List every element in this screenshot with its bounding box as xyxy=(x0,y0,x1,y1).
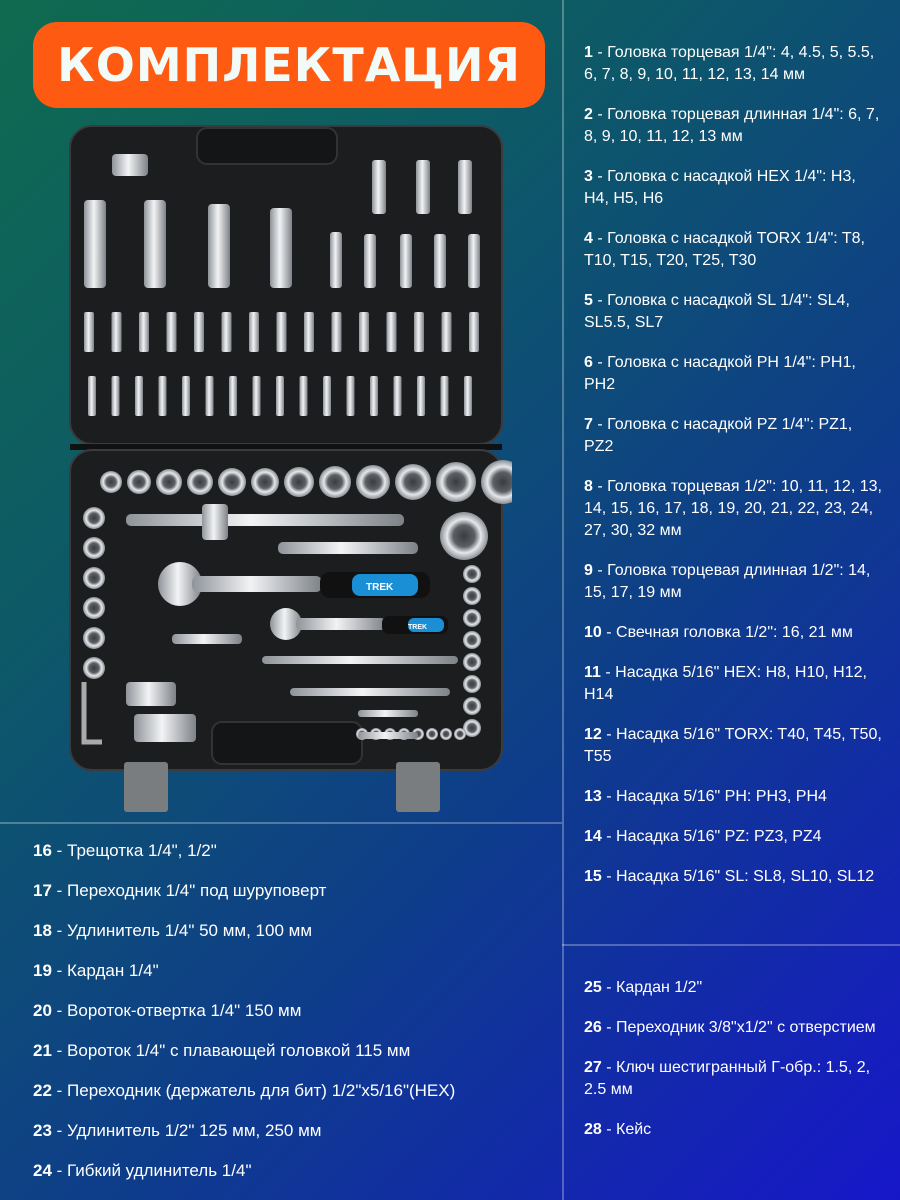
socket xyxy=(83,657,105,679)
list-item xyxy=(584,476,884,542)
list-item xyxy=(584,1017,884,1039)
horizontal-divider-right xyxy=(562,944,900,946)
socket xyxy=(463,675,481,693)
bit-socket xyxy=(167,312,177,352)
item-number: 13 xyxy=(584,788,602,805)
item-number: 26 xyxy=(584,1019,602,1036)
page-title: КОМПЛЕКТАЦИЯ xyxy=(57,38,521,92)
bit xyxy=(323,376,331,416)
brand-logo-small: TREK xyxy=(408,624,428,631)
bit xyxy=(347,376,355,416)
socket xyxy=(463,565,481,583)
bit xyxy=(417,376,425,416)
bit xyxy=(253,376,261,416)
socket xyxy=(83,507,105,529)
item-number: 10 xyxy=(584,624,602,641)
tool-case-illustration xyxy=(62,122,512,818)
bit-socket xyxy=(332,312,342,352)
item-text: - Насадка 5/16" PH: PH3, PH4 xyxy=(601,788,827,805)
item-text: - Головка торцевая 1/2": 10, 11, 12, 13, 14, 15, 16, 17, 18, 19, 20, 21, 22, 23, 24, 27, 30, 32 мм xyxy=(584,478,882,539)
extension-bar xyxy=(278,542,418,554)
socket xyxy=(440,728,452,740)
bit-socket xyxy=(359,312,369,352)
t-handle-bar xyxy=(126,514,404,526)
socket xyxy=(463,587,481,605)
list-item xyxy=(584,352,884,396)
bit xyxy=(112,376,120,416)
components-list-left xyxy=(33,840,558,1200)
list-item xyxy=(584,826,884,848)
list-item xyxy=(584,1119,884,1141)
item-number: 24 xyxy=(33,1161,52,1180)
item-text: - Вороток 1/4" с плавающей головкой 115 мм xyxy=(51,1041,411,1060)
item-number: 8 xyxy=(584,478,593,495)
item-number: 11 xyxy=(584,664,601,681)
item-text: - Ключ шестигранный Г-обр.: 1.5, 2, 2.5 мм xyxy=(584,1059,871,1098)
components-list-right xyxy=(584,42,884,906)
socket xyxy=(187,469,213,495)
socket xyxy=(83,567,105,589)
socket xyxy=(395,464,431,500)
bit xyxy=(159,376,167,416)
socket xyxy=(319,466,351,498)
socket xyxy=(83,537,105,559)
item-number: 15 xyxy=(584,868,602,885)
list-item xyxy=(584,977,884,999)
components-list-right-bottom xyxy=(584,977,884,1159)
item-text: - Переходник 3/8"x1/2" с отверстием xyxy=(601,1019,876,1036)
item-text: - Головка с насадкой SL 1/4": SL4, SL5.5, SL7 xyxy=(584,292,850,331)
item-text: - Головка торцевая длинная 1/2": 14, 15, 17, 19 мм xyxy=(584,562,871,601)
bit-socket xyxy=(442,312,452,352)
list-item xyxy=(33,1000,558,1040)
list-item xyxy=(584,228,884,272)
tool-case-image xyxy=(62,122,512,818)
item-number: 23 xyxy=(33,1121,52,1140)
list-item xyxy=(33,1160,558,1200)
socket xyxy=(463,609,481,627)
socket xyxy=(436,462,476,502)
bit-socket xyxy=(469,312,479,352)
bit xyxy=(276,376,284,416)
item-number: 28 xyxy=(584,1121,602,1138)
item-number: 1 xyxy=(584,44,593,61)
socket xyxy=(463,697,481,715)
bit-socket xyxy=(139,312,149,352)
item-text: - Переходник (держатель для бит) 1/2"x5/16"(HEX) xyxy=(51,1081,456,1100)
bit-socket xyxy=(84,312,94,352)
list-item xyxy=(584,166,884,210)
item-text: - Удлинитель 1/4" 50 мм, 100 мм xyxy=(51,921,313,940)
title-banner xyxy=(33,22,545,108)
item-text: - Кардан 1/4" xyxy=(51,961,159,980)
item-text: - Головка торцевая 1/4": 4, 4.5, 5, 5.5, 6, 7, 8, 9, 10, 11, 12, 13, 14 мм xyxy=(584,44,875,83)
list-item xyxy=(584,622,884,644)
list-item xyxy=(584,1057,884,1101)
bit xyxy=(441,376,449,416)
list-item xyxy=(33,840,558,880)
list-item xyxy=(584,290,884,334)
bit xyxy=(370,376,378,416)
list-item xyxy=(584,104,884,148)
item-number: 17 xyxy=(33,881,52,900)
socket xyxy=(218,468,246,496)
list-item xyxy=(584,866,884,888)
item-number: 21 xyxy=(33,1041,52,1060)
bit-socket xyxy=(112,312,122,352)
item-text: - Головка с насадкой HEX 1/4": H3, H4, H5, H6 xyxy=(584,168,856,207)
item-text: - Свечная головка 1/2": 16, 21 мм xyxy=(601,624,853,641)
list-item xyxy=(584,560,884,604)
socket xyxy=(284,467,314,497)
socket xyxy=(463,653,481,671)
bit-socket xyxy=(387,312,397,352)
socket xyxy=(426,728,438,740)
list-item xyxy=(33,880,558,920)
list-item xyxy=(33,1120,558,1160)
socket xyxy=(463,631,481,649)
vertical-divider xyxy=(562,0,564,1200)
list-item xyxy=(33,1040,558,1080)
item-number: 2 xyxy=(584,106,593,123)
item-number: 22 xyxy=(33,1081,52,1100)
item-number: 16 xyxy=(33,841,52,860)
screwdriver-handle-bar xyxy=(262,656,458,664)
item-number: 7 xyxy=(584,416,593,433)
item-number: 19 xyxy=(33,961,52,980)
bit xyxy=(300,376,308,416)
bit xyxy=(229,376,237,416)
bit xyxy=(182,376,190,416)
socket xyxy=(83,627,105,649)
bit-socket xyxy=(304,312,314,352)
item-text: - Кейс xyxy=(601,1121,652,1138)
brand-logo-large: TREK xyxy=(366,582,394,593)
bit xyxy=(88,376,96,416)
item-text: - Трещотка 1/4", 1/2" xyxy=(51,841,217,860)
horizontal-divider-left xyxy=(0,822,562,824)
item-text: - Кардан 1/2" xyxy=(601,979,703,996)
bit-socket xyxy=(414,312,424,352)
bit-socket xyxy=(194,312,204,352)
list-item xyxy=(584,414,884,458)
long-extension xyxy=(290,688,450,696)
item-number: 12 xyxy=(584,726,602,743)
item-number: 14 xyxy=(584,828,602,845)
item-text: - Удлинитель 1/2" 125 мм, 250 мм xyxy=(51,1121,322,1140)
item-number: 3 xyxy=(584,168,593,185)
item-text: - Гибкий удлинитель 1/4" xyxy=(51,1161,252,1180)
item-text: - Головка с насадкой PZ 1/4": PZ1, PZ2 xyxy=(584,416,853,455)
socket xyxy=(356,465,390,499)
list-item xyxy=(33,960,558,1000)
bit xyxy=(464,376,472,416)
item-text: - Насадка 5/16" TORX: T40, T45, T50, T55 xyxy=(584,726,882,765)
item-text: - Насадка 5/16" HEX: H8, H10, H12, H14 xyxy=(584,664,867,703)
list-item xyxy=(584,42,884,86)
item-number: 25 xyxy=(584,979,602,996)
bit xyxy=(135,376,143,416)
bit-socket xyxy=(277,312,287,352)
item-text: - Переходник 1/4" под шуруповерт xyxy=(51,881,327,900)
item-number: 20 xyxy=(33,1001,52,1020)
socket xyxy=(127,470,151,494)
item-text: - Головка торцевая длинная 1/4": 6, 7, 8, 9, 10, 11, 12, 13 мм xyxy=(584,106,880,145)
item-text: - Головка с насадкой TORX 1/4": T8, T10, T15, T20, T25, T30 xyxy=(584,230,865,269)
item-number: 6 xyxy=(584,354,593,371)
item-number: 5 xyxy=(584,292,593,309)
list-item xyxy=(584,662,884,706)
bit-socket xyxy=(249,312,259,352)
socket xyxy=(156,469,182,495)
item-text: - Насадка 5/16" SL: SL8, SL10, SL12 xyxy=(601,868,875,885)
item-number: 4 xyxy=(584,230,593,247)
bit xyxy=(206,376,214,416)
universal-joint xyxy=(172,634,242,644)
item-number: 27 xyxy=(584,1059,602,1076)
socket xyxy=(440,512,488,560)
socket xyxy=(454,728,466,740)
list-item xyxy=(584,786,884,808)
list-item xyxy=(33,920,558,960)
socket xyxy=(251,468,279,496)
socket xyxy=(100,471,122,493)
bit xyxy=(394,376,402,416)
item-text: - Насадка 5/16" PZ: PZ3, PZ4 xyxy=(601,828,822,845)
item-text: - Головка с насадкой PH 1/4": PH1, PH2 xyxy=(584,354,856,393)
item-number: 18 xyxy=(33,921,52,940)
item-number: 9 xyxy=(584,562,593,579)
socket xyxy=(83,597,105,619)
list-item xyxy=(584,724,884,768)
item-text: - Вороток-отвертка 1/4" 150 мм xyxy=(51,1001,302,1020)
bit-socket xyxy=(222,312,232,352)
list-item xyxy=(33,1080,558,1120)
